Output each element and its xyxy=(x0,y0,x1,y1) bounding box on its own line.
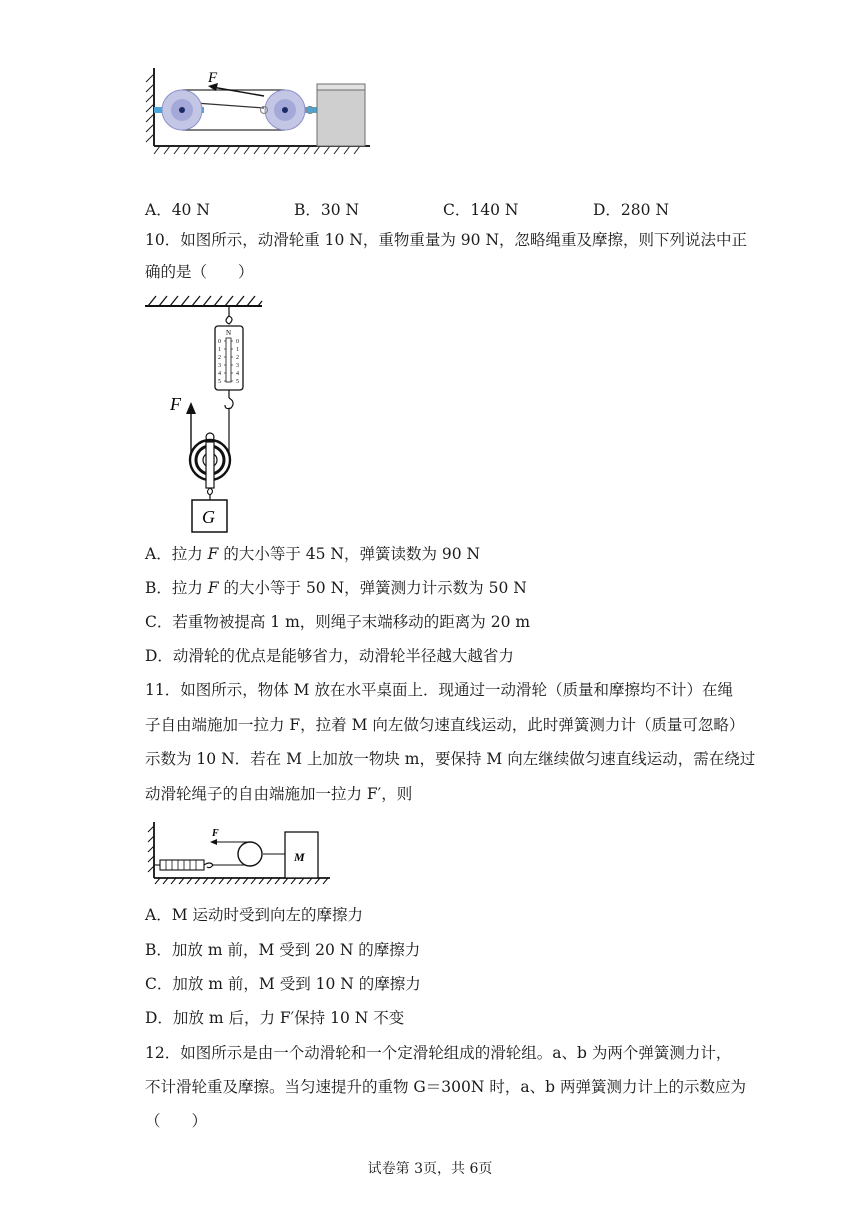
q10-option-b-post: 的大小等于 50 N，弹簧测力计示数为 50 N xyxy=(218,579,527,597)
q10-option-b-pre: B．拉力 xyxy=(145,579,208,597)
q9-option-d: D．280 N xyxy=(593,201,670,219)
q11-force-label: F xyxy=(212,828,219,839)
q10-scale-tick-4: 4 xyxy=(218,371,221,377)
q12-stem-line2: 不计滑轮重及摩擦。当匀速提升的重物 G＝300N 时，a、b 两弹簧测力计上的示数应为 xyxy=(145,1078,746,1096)
q9-pulley-figure xyxy=(140,62,380,157)
q11-stem-line2: 子自由端施加一拉力 F，拉着 M 向左做匀速直线运动，此时弹簧测力计（质量可忽略） xyxy=(145,716,745,734)
q11-option-b: B．加放 m 前，M 受到 20 N 的摩擦力 xyxy=(145,941,421,959)
q10-scale-tick-3-right: 3 xyxy=(236,363,239,369)
q11-block-label: M xyxy=(294,850,305,864)
q10-option-a-var: F xyxy=(207,545,219,563)
q11-stem-line3: 示数为 10 N．若在 M 上加放一物块 m，要保持 M 向左继续做匀速直线运动，需在绕过 xyxy=(145,750,756,768)
q12-stem-line1: 12．如图所示是由一个动滑轮和一个定滑轮组成的滑轮组。a、b 为两个弹簧测力计， xyxy=(145,1044,732,1062)
q11-option-a: A．M 运动时受到向左的摩擦力 xyxy=(145,906,363,924)
q11-option-c: C．加放 m 前，M 受到 10 N 的摩擦力 xyxy=(145,975,421,993)
q10-scale-tick-0-right: 0 xyxy=(236,339,239,345)
q10-option-c: C．若重物被提高 1 m，则绳子末端移动的距离为 20 m xyxy=(145,613,531,631)
q10-weight-label: G xyxy=(202,507,215,527)
q10-scale-tick-5-right: 5 xyxy=(236,379,239,385)
q11-stem-line4: 动滑轮绳子的自由端施加一拉力 F′，则 xyxy=(145,785,413,803)
q10-scale-tick-4-right: 4 xyxy=(236,371,239,377)
q10-scale-tick-5: 5 xyxy=(218,379,221,385)
q10-scale-tick-1: 1 xyxy=(218,347,221,353)
q11-pulley-figure xyxy=(140,818,340,890)
q10-force-label: F xyxy=(170,394,181,414)
q10-option-b xyxy=(145,578,527,598)
page-footer: 试卷第 3页，共 6页 xyxy=(367,1161,493,1177)
q10-scale-tick-0: 0 xyxy=(218,339,221,345)
q10-scale-tick-3: 3 xyxy=(218,363,221,369)
q10-scale-tick-2-right: 2 xyxy=(236,355,239,361)
q10-stem-line1: 10．如图所示，动滑轮重 10 N，重物重量为 90 N，忽略绳重及摩擦，则下列说法中正 xyxy=(145,231,748,249)
q10-option-b-var: F xyxy=(207,579,219,597)
q9-option-c: C．140 N xyxy=(443,201,519,219)
q10-option-a xyxy=(145,544,480,564)
q9-option-b: B．30 N xyxy=(294,201,360,219)
q10-scale-tick-2: 2 xyxy=(218,355,221,361)
q10-option-a-pre: A．拉力 xyxy=(145,545,208,563)
q10-scale-tick-1-right: 1 xyxy=(236,347,239,353)
q10-option-a-post: 的大小等于 45 N，弹簧读数为 90 N xyxy=(218,545,481,563)
q10-pulley-figure xyxy=(140,292,270,537)
q11-stem-line1: 11．如图所示，物体 M 放在水平桌面上．现通过一动滑轮（质量和摩擦均不计）在绳 xyxy=(145,681,733,699)
q9-option-a: A．40 N xyxy=(145,201,210,219)
q10-stem-line2: 确的是（ ） xyxy=(145,263,254,281)
q11-option-d: D．加放 m 后，力 F′保持 10 N 不变 xyxy=(145,1009,405,1027)
q10-scale-unit: N xyxy=(226,329,232,337)
q10-option-d: D．动滑轮的优点是能够省力，动滑轮半径越大越省力 xyxy=(145,647,514,665)
q12-stem-line3: （ ） xyxy=(145,1112,208,1130)
q9-force-label: F xyxy=(208,70,218,86)
